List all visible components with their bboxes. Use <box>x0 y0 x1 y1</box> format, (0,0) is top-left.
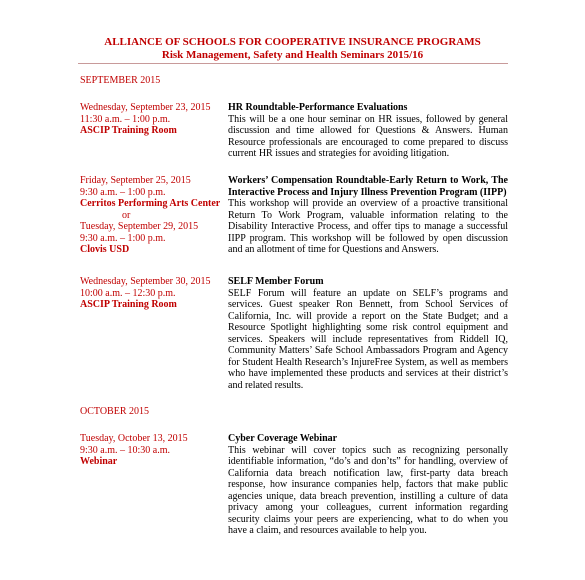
event-location: Cerritos Performing Arts Center <box>80 198 221 209</box>
event-4-details <box>228 433 508 537</box>
event-time: 9:30 a.m. – 10:30 a.m. <box>80 444 170 456</box>
event-time: 9:30 a.m. – 1:00 p.m. <box>80 186 166 198</box>
event-3-details <box>228 276 508 391</box>
event-title: HR Roundtable-Performance Evaluations <box>228 102 408 113</box>
event-date-alt: Tuesday, September 29, 2015 <box>80 221 199 232</box>
event-or-separator: or <box>122 209 131 221</box>
event-date: Tuesday, October 13, 2015 <box>80 433 188 444</box>
event-location: Webinar <box>80 456 118 467</box>
event-title: Workers’ Compensation Roundtable-Early Return to Work, The Interactive Process and Injury Illness Prevention Program (IIPP) <box>228 175 508 198</box>
event-2-schedule <box>80 175 220 256</box>
event-3-schedule <box>80 276 220 311</box>
event-description: This will be a one hour seminar on HR issues, followed by general discussion and time allowed for Questions & Answers. Human Resource professionals are encouraged to come prepared to discuss current HR issues and strategies for avoiding litigation. <box>228 113 508 159</box>
event-date: Friday, September 25, 2015 <box>80 175 191 186</box>
event-time: 11:30 a.m. – 1:00 p.m. <box>80 113 171 125</box>
event-title: SELF Member Forum <box>228 276 324 287</box>
document-subtitle: Risk Management, Safety and Health Seminars 2015/16 <box>161 49 424 61</box>
event-1-schedule <box>80 102 220 137</box>
month-heading-september: SEPTEMBER 2015 <box>80 75 161 86</box>
event-description: SELF Forum will feature an update on SELF’s programs and services. Guest speaker Ron Bennett, from School Services of California, Inc. will provide a report on the State Budget; and a Resource Spotlight highlighting some risk control equipment and services. Speakers will include representatives from Riddell IQ, Community Matters’ Safe School Ambassadors Program and Agency for Student Health Research’s InjureFree System, as well as members who have implemented these products and services at their district’s and related results. <box>228 287 508 391</box>
document-title: ALLIANCE OF SCHOOLS FOR COOPERATIVE INSURANCE PROGRAMS <box>104 36 481 48</box>
event-2-details <box>228 175 508 256</box>
event-4-schedule <box>80 433 220 468</box>
title-divider <box>78 63 508 64</box>
event-date: Wednesday, September 23, 2015 <box>80 102 211 113</box>
event-location: ASCIP Training Room <box>80 125 177 136</box>
event-date: Wednesday, September 30, 2015 <box>80 276 211 287</box>
month-heading-october: OCTOBER 2015 <box>80 406 149 417</box>
event-time-alt: 9:30 a.m. – 1:00 p.m. <box>80 232 166 244</box>
event-description: This webinar will cover topics such as recognizing personally identifiable information, “do’s and don’ts” for handling, overview of California data breach notification law, first-party data breach response, how insurance companies help, factors that make public agencies unique, data breach prevention, instilling a culture of data privacy among your colleagues, current information regarding security claims your peers are experiencing, what to do when you have a claim, and resources available to help you. <box>228 444 508 536</box>
event-location-alt: Clovis USD <box>80 244 130 255</box>
event-1-details <box>228 102 508 160</box>
event-location: ASCIP Training Room <box>80 299 177 310</box>
event-time: 10:00 a.m. – 12:30 p.m. <box>80 287 176 299</box>
event-title: Cyber Coverage Webinar <box>228 433 338 444</box>
event-description: This workshop will provide an overview of a proactive transitional Return To Work Program, valuable information relating to the Disability Interactive Process, and offer tips to manage a successful IIPP program. This workshop will be followed by open discussion and an allotment of time for Questions and Answers. <box>228 198 508 255</box>
